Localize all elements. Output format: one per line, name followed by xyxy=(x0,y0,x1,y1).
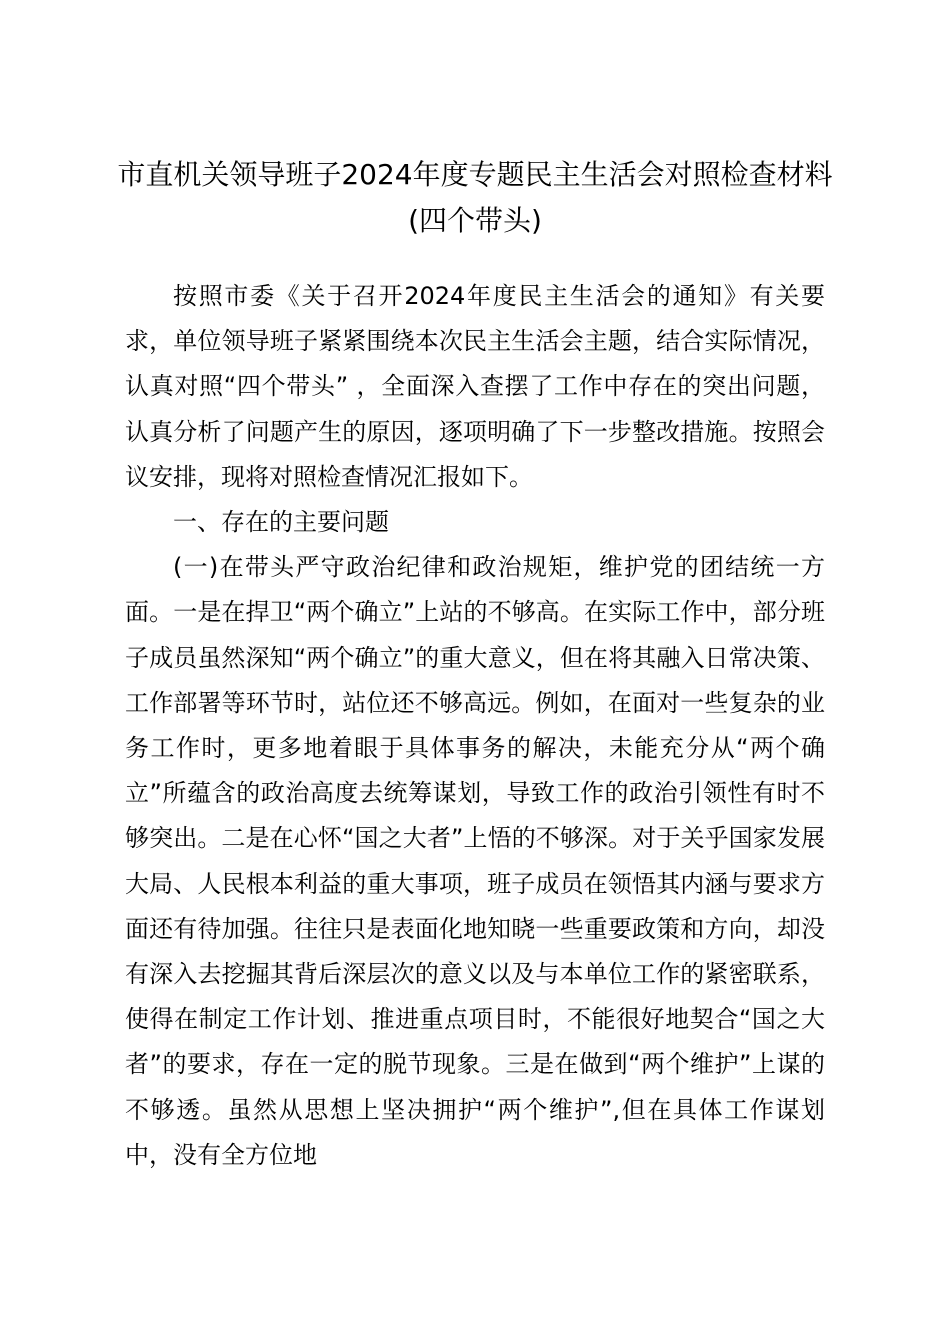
document-body xyxy=(125,274,825,1178)
document-title: 市直机关领导班子2024年度专题民主生活会对照检查材料(四个带头) xyxy=(117,158,833,237)
section-heading: 一、存在的主要问题 xyxy=(173,508,389,537)
intro-paragraph: 按照市委《关于召开2024年度民主生活会的通知》有关要求，单位领导班子紧紧围绕本次民主生活会主题，结合实际情况，认真对照“四个带头” ，全面深入查摆了工作中存在的突出问题，认真分析了问题产生的原因，逐项明确了下一步整改措施。按照会议安排，现将对照检查情况汇报如下。 xyxy=(125,282,825,491)
body-paragraph: (一)在带头严守政治纪律和政治规矩，维护党的团结统一方面。一是在捍卫“两个确立”上站的不够高。在实际工作中，部分班子成员虽然深知“两个确立”的重大意义，但在将其融入日常决策、工作部署等环节时，站位还不够高远。例如，在面对一些复杂的业务工作时，更多地着眼于具体事务的解决，未能充分从“两个确立”所蕴含的政治高度去统筹谋划，导致工作的政治引领性有时不够突出。二是在心怀“国之大者”上悟的不够深。对于关乎国家发展大局、人民根本利益的重大事项，班子成员在领悟其内涵与要求方面还有待加强。往往只是表面化地知晓一些重要政策和方向，却没有深入去挖掘其背后深层次的意义以及与本单位工作的紧密联系，使得在制定工作计划、推进重点项目时，不能很好地契合“国之大者”的要求，存在一定的脱节现象。三是在做到“两个维护”上谋的不够透。虽然从思想上坚决拥护“两个维护”,但在具体工作谋划中，没有全方位地 xyxy=(125,553,825,1169)
